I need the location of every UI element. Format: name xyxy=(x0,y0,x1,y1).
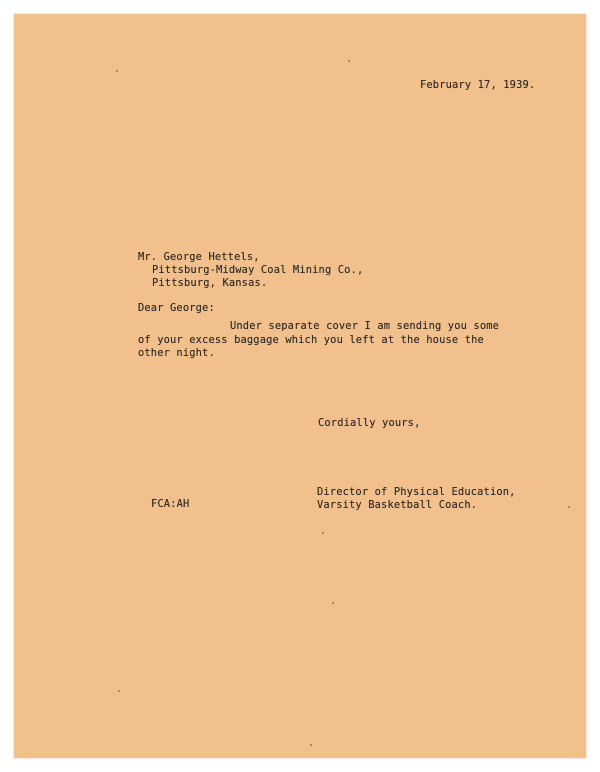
paper-speck xyxy=(322,532,324,534)
body-line-3: other night. xyxy=(138,347,215,359)
letter-date: February 17, 1939. xyxy=(420,79,536,91)
recipient-company: Pittsburg-Midway Coal Mining Co., xyxy=(152,264,364,276)
reference-initials: FCA:AH xyxy=(151,498,190,510)
body-line-2: of your excess baggage which you left at the house the xyxy=(138,334,484,346)
recipient-name: Mr. George Hettels, xyxy=(138,251,260,263)
paper-speck xyxy=(332,602,334,604)
letter-paper xyxy=(14,14,586,758)
paper-speck xyxy=(116,70,118,72)
body-line-1: Under separate cover I am sending you some xyxy=(230,320,500,332)
closing: Cordially yours, xyxy=(318,417,421,429)
salutation: Dear George: xyxy=(138,302,215,314)
signature-role: Varsity Basketball Coach. xyxy=(317,499,478,511)
paper-speck xyxy=(118,690,120,692)
recipient-city: Pittsburg, Kansas. xyxy=(152,277,268,289)
signature-title: Director of Physical Education, xyxy=(317,486,516,498)
paper-speck xyxy=(310,744,312,746)
paper-speck xyxy=(348,60,350,62)
paper-speck xyxy=(568,506,570,508)
